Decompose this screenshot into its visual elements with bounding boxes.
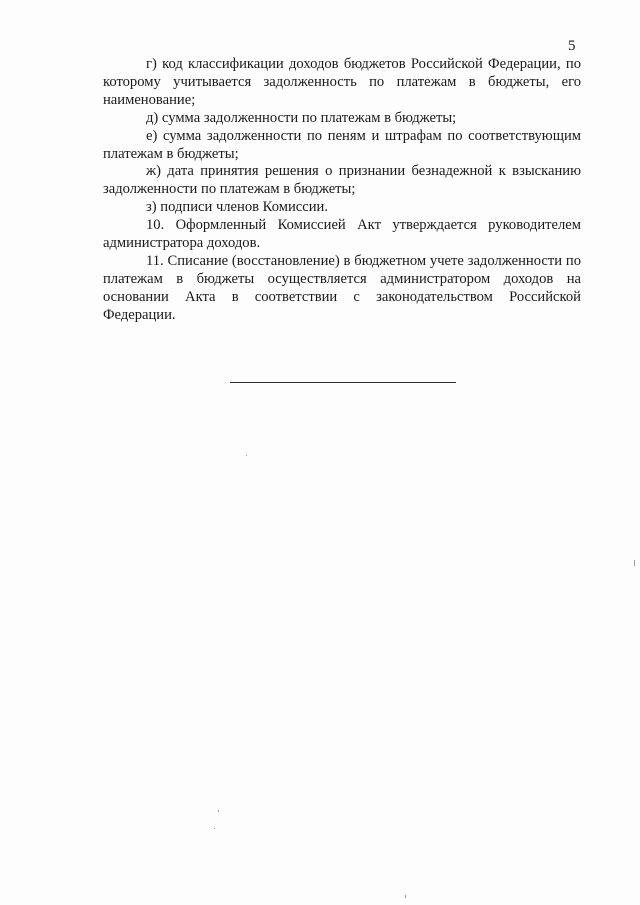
- paragraph-item-d: д) сумма задолженности по платежам в бюджеты;: [146, 109, 457, 126]
- paragraph-clause-10: 10. Оформленный Комиссией Акт утверждается руководителем администратора доходов.: [103, 217, 581, 252]
- scan-speck: [214, 828, 215, 829]
- document-body: [103, 56, 581, 325]
- scan-speck: [634, 560, 635, 566]
- paragraph-item-g: г) код классификации доходов бюджетов Российской Федерации, по которому учитывается задолженность по платежам в бюджеты, его наименование;: [103, 56, 581, 108]
- paragraph-item-zh: ж) дата принятия решения о признании безнадежной к взысканию задолженности по платежам в бюджеты;: [103, 163, 581, 198]
- scan-speck: [218, 810, 219, 812]
- end-of-text-rule: [230, 382, 456, 383]
- paragraph-item-z: з) подписи членов Комиссии.: [146, 199, 328, 216]
- paragraph-item-e: е) сумма задолженности по пеням и штрафам по соответствующим платежам в бюджеты;: [103, 127, 581, 162]
- page-number: 5: [568, 38, 576, 54]
- paragraph-clause-11: 11. Списание (восстановление) в бюджетном учете задолженности по платежам в бюджеты осуществляется администратором доходов на основании Акта в соответствии с законодательством Российской Федерации.: [103, 252, 581, 323]
- scan-speck: [246, 455, 247, 456]
- scan-speck: [405, 895, 406, 898]
